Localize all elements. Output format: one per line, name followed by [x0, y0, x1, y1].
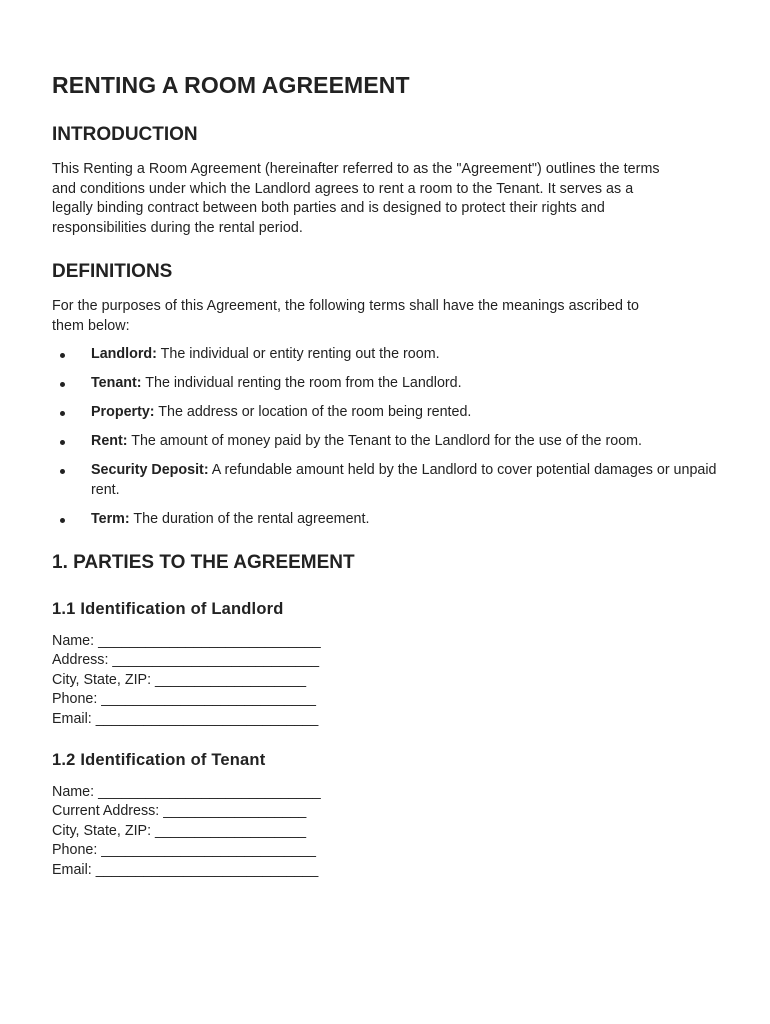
definition-text: The address or location of the room being rented.: [154, 404, 472, 420]
tenant-city-field: City, State, ZIP: ___________________: [52, 822, 307, 839]
tenant-email-field: Email: ____________________________: [52, 861, 319, 878]
introduction-line: This Renting a Room Agreement (hereinafter referred to as the "Agreement") outlines the terms: [52, 161, 660, 177]
section-1-heading: 1. PARTIES TO THE AGREEMENT: [52, 552, 355, 573]
landlord-identification-heading: 1.1 Identification of Landlord: [52, 600, 284, 618]
bullet-icon: [60, 382, 65, 387]
introduction-paragraph: [52, 160, 722, 238]
definition-text: The duration of the rental agreement.: [129, 511, 370, 527]
bullet-icon: [60, 353, 65, 358]
definitions-intro-line: them below:: [52, 317, 130, 334]
list-item: [52, 461, 722, 500]
introduction-line: responsibilities during the rental period.: [52, 219, 303, 236]
landlord-fields: [52, 632, 321, 729]
definition-term: Term:: [91, 511, 130, 527]
list-item: [52, 432, 722, 452]
tenant-identification-heading: 1.2 Identification of Tenant: [52, 751, 266, 769]
list-item: [52, 345, 722, 365]
definition-text: A refundable amount held by the Landlord to cover potential damages or unpaid rent.: [91, 462, 717, 498]
list-item: [52, 374, 722, 394]
definition-term: Tenant:: [91, 375, 142, 391]
landlord-city-field: City, State, ZIP: ___________________: [52, 671, 307, 688]
definition-text: The individual or entity renting out the room.: [156, 346, 440, 362]
landlord-phone-field: Phone: ___________________________: [52, 691, 316, 708]
introduction-line: and conditions under which the Landlord agrees to rent a room to the Tenant. It serves as a: [52, 180, 634, 197]
bullet-icon: [60, 440, 65, 445]
landlord-address-field: Address: __________________________: [52, 652, 320, 669]
definition-term: Security Deposit:: [91, 462, 209, 478]
definition-term: Landlord:: [91, 346, 157, 362]
tenant-fields: [52, 783, 321, 880]
tenant-address-field: Current Address: __________________: [52, 803, 307, 820]
definitions-heading: DEFINITIONS: [52, 261, 173, 282]
bullet-icon: [60, 411, 65, 416]
definition-text: The individual renting the room from the Landlord.: [141, 375, 462, 391]
list-item: [52, 403, 722, 423]
introduction-line: legally binding contract between both parties and is designed to protect their rights and: [52, 200, 605, 217]
definitions-intro: [52, 297, 722, 336]
tenant-phone-field: Phone: ___________________________: [52, 842, 316, 859]
introduction-heading: INTRODUCTION: [52, 124, 198, 145]
tenant-name-field: Name: ____________________________: [52, 784, 321, 800]
bullet-icon: [60, 469, 65, 474]
definition-term: Property:: [91, 404, 155, 420]
landlord-name-field: Name: ____________________________: [52, 633, 321, 649]
bullet-icon: [60, 518, 65, 523]
definitions-intro-line: For the purposes of this Agreement, the following terms shall have the meanings ascribed to: [52, 298, 640, 314]
definition-term: Rent:: [91, 433, 128, 449]
document-title: RENTING A ROOM AGREEMENT: [52, 72, 410, 98]
landlord-email-field: Email: ____________________________: [52, 710, 319, 727]
list-item: [52, 510, 722, 530]
definition-text: The amount of money paid by the Tenant to the Landlord for the use of the room.: [127, 433, 643, 449]
